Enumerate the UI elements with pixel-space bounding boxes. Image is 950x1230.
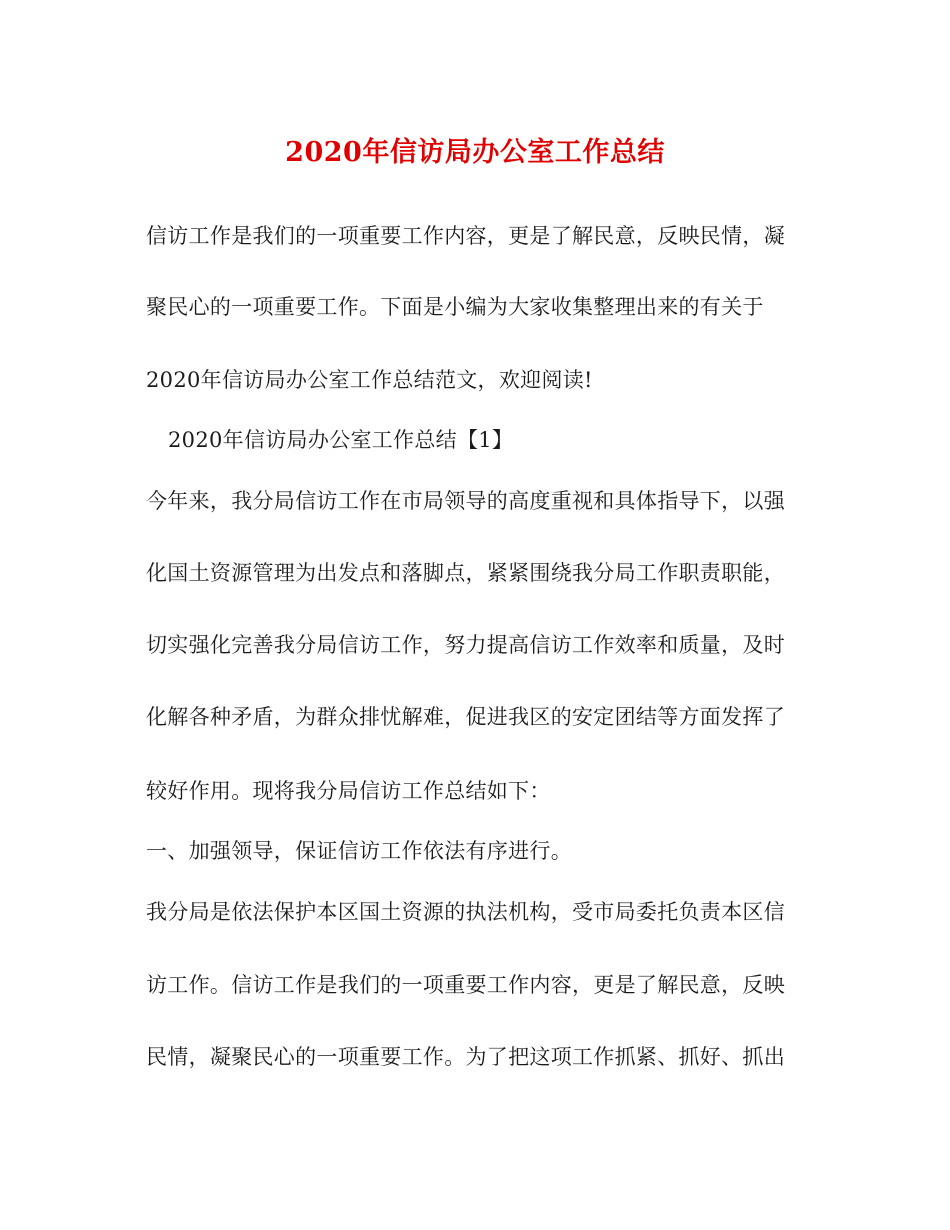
intro-line-2: 聚民心的一项重要工作。下面是小编为大家收集整理出来的有关于 [146,295,764,319]
body-line-8: 民情，凝聚民心的一项重要工作。为了把这项工作抓紧、抓好、抓出 [146,1045,785,1069]
body-line-3: 切实强化完善我分局信访工作，努力提高信访工作效率和质量，及时 [146,633,785,657]
body-line-5: 较好作用。现将我分局信访工作总结如下： [146,779,551,803]
document-title: 2020年信访局办公室工作总结 [285,137,665,168]
body-line-1: 今年来，我分局信访工作在市局领导的高度重视和具体指导下，以强 [146,489,785,513]
section-heading: 2020年信访局办公室工作总结【1】 [168,428,514,452]
body-line-6: 我分局是依法保护本区国土资源的执法机构，受市局委托负责本区信 [146,900,785,924]
subheading-1: 一、加强领导，保证信访工作依法有序进行。 [146,839,572,863]
intro-line-3: 2020年信访局办公室工作总结范文，欢迎阅读! [146,368,593,392]
intro-line-1: 信访工作是我们的一项重要工作内容，更是了解民意，反映民情，凝 [146,224,785,248]
body-line-2: 化国土资源管理为出发点和落脚点，紧紧围绕我分局工作职责职能， [146,561,785,585]
body-line-7: 访工作。信访工作是我们的一项重要工作内容，更是了解民意，反映 [146,973,785,997]
body-line-4: 化解各种矛盾，为群众排忧解难，促进我区的安定团结等方面发挥了 [146,705,785,729]
